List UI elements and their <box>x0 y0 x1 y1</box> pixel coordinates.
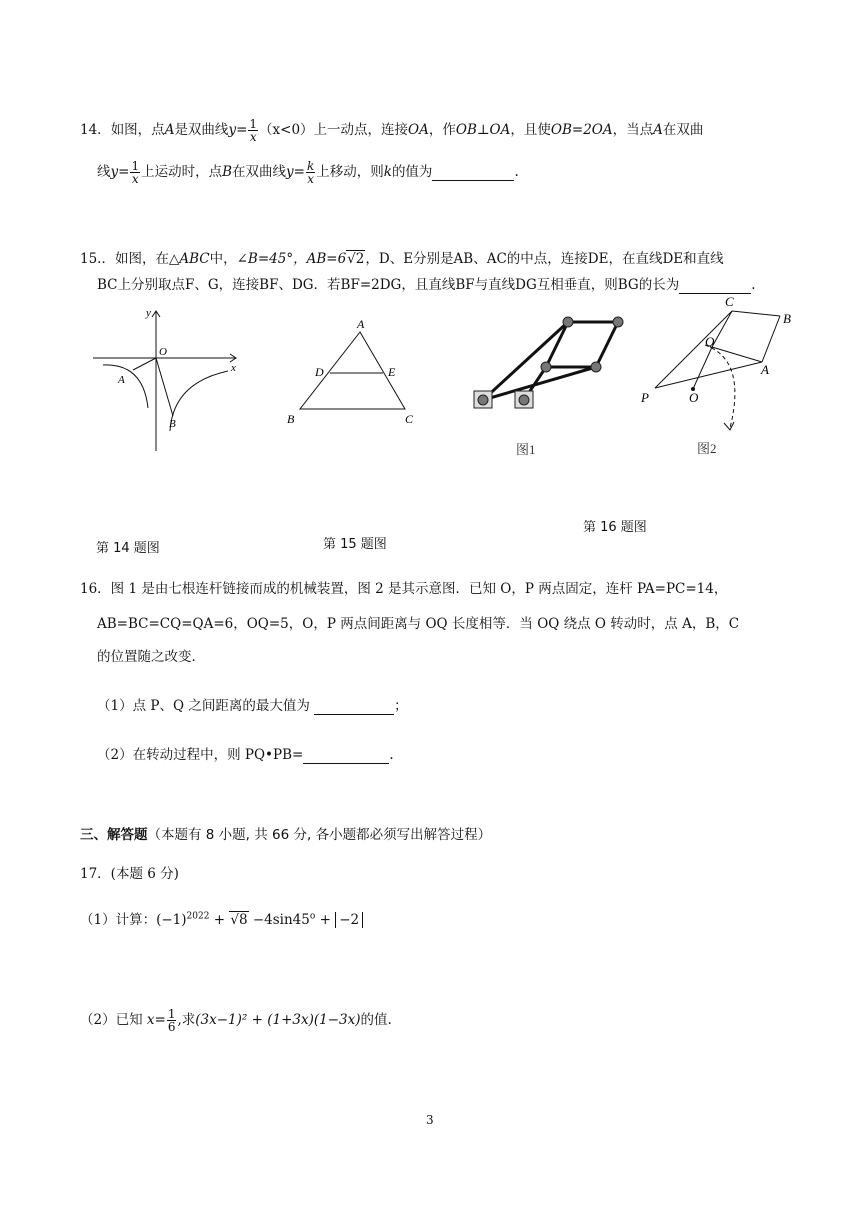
section-3-heading: 三、解答题（本题有 8 小题, 共 66 分, 各小题都必须写出解答过程） <box>80 827 492 843</box>
q16-line2: AB=BC=CQ=QA=6，OQ=5，O，P 两点间距离与 OQ 长度相等．当 OQ 绕点 O 转动时，点 A，B，C <box>97 616 740 632</box>
figure-16-schematic <box>635 290 815 460</box>
answer-blank-16-1 <box>314 698 394 715</box>
fraction-1-over-6: $\frac{1}{6}$ <box>167 1007 176 1034</box>
figure-14 <box>88 303 248 453</box>
fig1-label: 图1 <box>516 442 536 457</box>
q16-sub1: （1）点 P、Q 之间距离的最大值为 ； <box>97 698 408 714</box>
q15-line2: BC上分别取点F、G，连接BF、DG．若BF=2DG，且直线BF与直线DG互相垂直，则BG的长为 . <box>97 277 756 293</box>
q14-line2: 线y= $\frac{1}{x}$ 上运动时，点B在双曲线y= $\frac{k}{x}$ 上移动，则k的值为 . <box>97 159 519 186</box>
fig14-y-label: y <box>146 307 151 319</box>
fig15-a-label: A <box>357 317 365 331</box>
absolute-value: −2 <box>335 912 363 928</box>
fig2-a-label: A <box>761 362 769 377</box>
fig14-x-label: x <box>231 362 236 374</box>
fig15-e-label: E <box>388 365 396 379</box>
page-number: 3 <box>426 1113 434 1127</box>
q17-part1: （1）计算：$(-1)^{2022} + √8 -4\sin 45^o + -2$ <box>80 908 363 928</box>
answer-blank-14 <box>432 164 514 181</box>
q16-line1: 16．图 1 是由七根连杆链接而成的机械装置，图 2 是其示意图．已知 O，P 两点固定，连杆 PA=PC=14， <box>80 581 728 597</box>
sqrt-2: √2 <box>347 251 365 267</box>
q16-sub2: （2）在转动过程中，则 PQ•PB= . <box>97 747 394 763</box>
fig14-o-label: O <box>159 346 167 358</box>
fraction-1-over-x: $\frac{1}{x}$ <box>249 117 258 144</box>
fig16-caption: 第 16 题图 <box>583 520 647 535</box>
fig15-caption: 第 15 题图 <box>323 537 387 552</box>
fig14-a-label: A <box>118 374 125 386</box>
q16-line3: 的位置随之改变． <box>97 649 205 665</box>
figure-15 <box>282 315 422 430</box>
figure-16-mechanism <box>468 310 638 460</box>
q17-heading: 17．(本题 6 分) <box>80 866 179 882</box>
fig15-d-label: D <box>315 365 324 379</box>
q14-line1: 14．如图，点A是双曲线y= $\frac{1}{x}$ （x<0）上一动点，连接OA，作OB⊥OA，且使OB=2OA，当点A在双曲 <box>80 117 704 144</box>
answer-blank-16-2 <box>303 747 389 764</box>
fig14-caption: 第 14 题图 <box>96 541 160 556</box>
fig2-o-label: O <box>689 390 699 405</box>
q17-part2: （2）已知 x= $\frac{1}{6}$ ,求(3x−1)² + (1+3x)(1−3x)的值. <box>80 1007 392 1034</box>
sqrt-8: √8 <box>230 912 248 928</box>
fig2-q-label: Q <box>705 334 715 349</box>
fig2-c-label: C <box>725 294 734 309</box>
fig14-b-label: B <box>169 418 176 430</box>
fig2-b-label: B <box>783 311 791 326</box>
fig2-label: 图2 <box>697 441 717 456</box>
fig15-b-label: B <box>287 412 295 426</box>
fig15-c-label: C <box>405 412 414 426</box>
q15-line1: 15.．如图，在△ABC中，∠B=45°，AB=6√2，D、E分别是AB、AC的中点，连接DE，在直线DE和直线 <box>80 251 724 267</box>
fig2-p-label: P <box>641 390 649 405</box>
